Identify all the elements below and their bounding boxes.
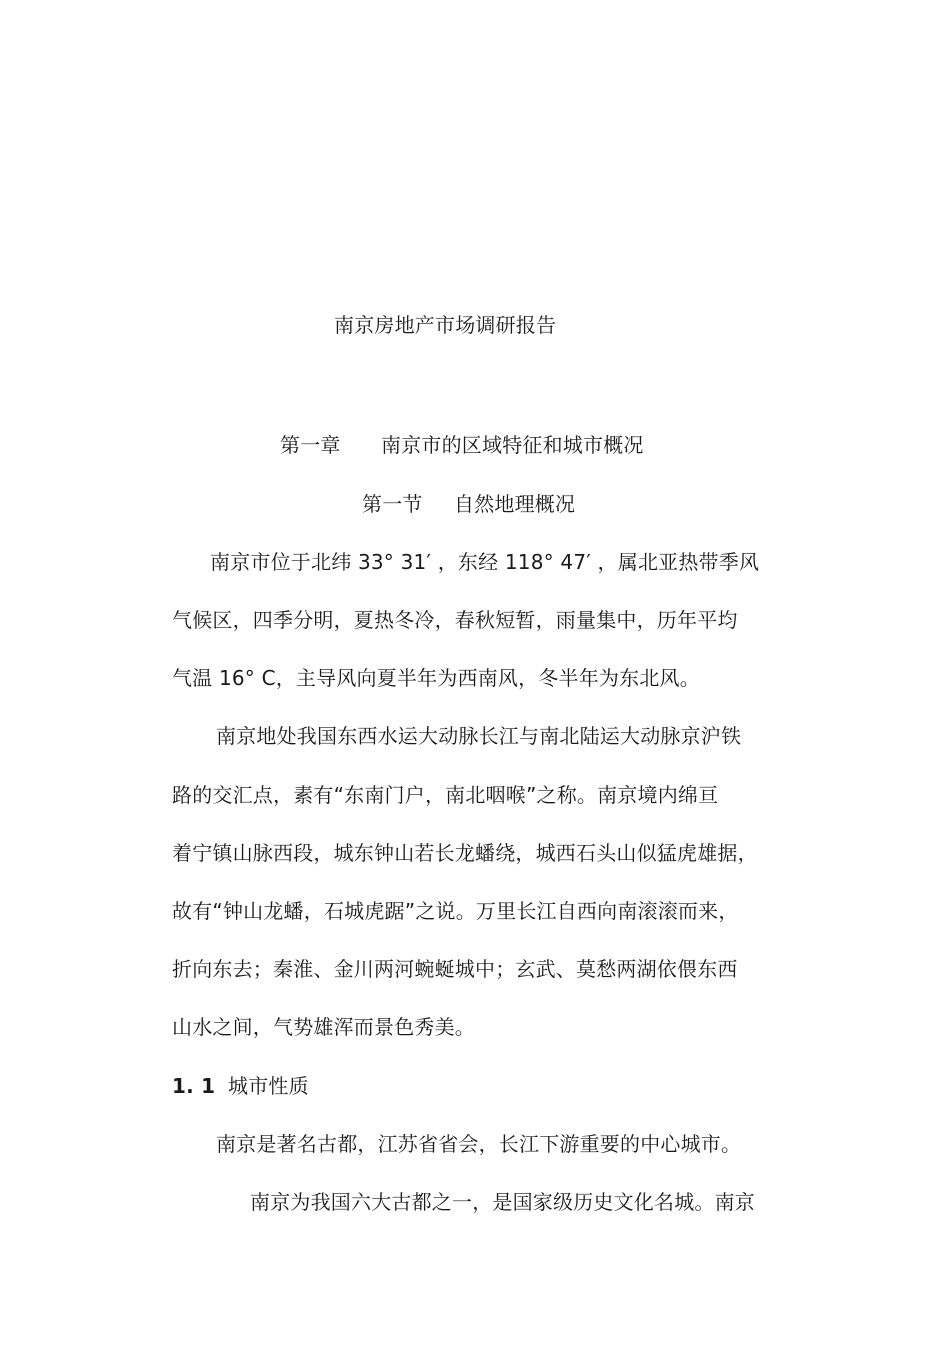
subsection-title: 城市性质: [228, 1074, 309, 1098]
paragraph-ancient-capital: 南京为我国六大古都之一，是国家级历史文化名城。南京: [250, 1190, 755, 1214]
paragraph-line: 山水之间，气势雄浑而景色秀美。: [172, 1015, 475, 1039]
paragraph-line: 南京市位于北纬 33° 31′ ，东经 118° 47′ ，属北亚热带季风: [210, 550, 760, 574]
paragraph-line: 气温 16° C，主导风向夏半年为西南风，冬半年为东北风。: [172, 666, 700, 690]
chapter-title: 南京市的区域特征和城市概况: [381, 433, 644, 457]
chapter-label: 第一章: [280, 433, 341, 457]
paragraph-line: 折向东去；秦淮、金川两河蜿蜒城中；玄武、莫愁两湖依偎东西: [172, 957, 738, 981]
section-title: 自然地理概况: [454, 492, 576, 516]
document-title: 南京房地产市场调研报告: [334, 313, 557, 337]
paragraph-city-nature: 南京是著名古都，江苏省省会，长江下游重要的中心城市。: [216, 1132, 742, 1156]
paragraph-line: 故有“钟山龙蟠，石城虎踞”之说。万里长江自西向南滚滚而来，: [172, 899, 739, 923]
paragraph-line: 气候区，四季分明，夏热冬冷，春秋短暂，雨量集中，历年平均: [172, 608, 738, 632]
section-label: 第一节: [362, 492, 423, 516]
paragraph-line: 南京地处我国东西水运大动脉长江与南北陆运大动脉京沪铁: [216, 724, 742, 748]
subsection-number: 1. 1: [172, 1074, 216, 1098]
paragraph-line: 路的交汇点，素有“东南门户，南北咽喉”之称。南京境内绵亘: [172, 783, 719, 807]
paragraph-line: 着宁镇山脉西段，城东钟山若长龙蟠绕，城西石头山似猛虎雄据，: [172, 841, 758, 865]
